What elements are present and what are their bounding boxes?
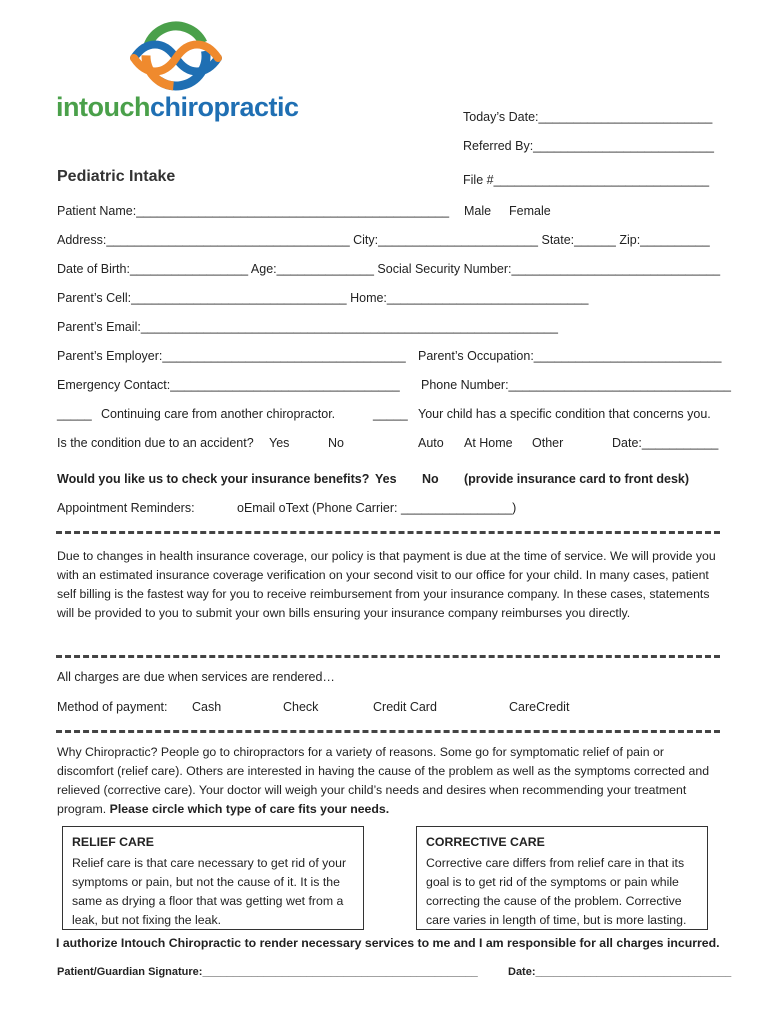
payment-policy-paragraph: Due to changes in health insurance coverage, our policy is that payment is due at the time of service. We will provide you with an estimated insurance coverage verification on your second visit to our office for your child. In many cases, patient self billing is the fastest way for you to receive reimbursement from your insurance company. In these cases, statements will be provided to you to submit your own bills ensuring your insurance company reimburses you directly. xyxy=(57,549,716,620)
payment-option-check[interactable]: Check xyxy=(283,700,319,714)
corrective-care-heading: CORRECTIVE CARE xyxy=(426,835,545,849)
continuing-care-blank[interactable]: _____ xyxy=(57,407,92,421)
specific-condition-label: Your child has a specific condition that concerns you. xyxy=(418,407,711,421)
payment-option-credit-card[interactable]: Credit Card xyxy=(373,700,437,714)
signature-date-field[interactable]: Date:________________________________ xyxy=(508,966,732,978)
section-divider xyxy=(56,655,720,658)
form-title: Pediatric Intake xyxy=(57,168,176,185)
parents-cell-row[interactable]: Parent’s Cell:_______________________________ Home:_____________________________ xyxy=(57,291,589,305)
phone-number-field[interactable]: Phone Number:________________________________ xyxy=(421,378,732,392)
charges-note: All charges are due when services are rendered… xyxy=(57,670,335,684)
accident-date-field[interactable]: Date:___________ xyxy=(612,436,719,450)
parents-occupation-field[interactable]: Parent’s Occupation:___________________________ xyxy=(418,349,722,363)
payment-option-carecredit[interactable]: CareCredit xyxy=(509,700,570,714)
accident-yes-option[interactable]: Yes xyxy=(269,436,290,450)
company-logo xyxy=(56,18,299,128)
logo-word-chiropractic: chiropractic xyxy=(149,92,299,122)
logo-wordmark xyxy=(56,92,299,123)
referred-by-field[interactable]: Referred By:__________________________ xyxy=(463,139,714,153)
insurance-no-option[interactable]: No xyxy=(422,472,439,486)
emergency-contact-field[interactable]: Emergency Contact:_________________________________ xyxy=(57,378,400,392)
relief-care-description: Relief care is that care necessary to get rid of your symptoms or pain, but not the cause of it. It is the same as drying a floor that was getting wet from a leak, but not fixing the leak. xyxy=(72,856,347,927)
why-chiropractic-instruction: Please circle which type of care fits your needs. xyxy=(109,802,390,816)
accident-auto-option[interactable]: Auto xyxy=(418,436,444,450)
why-chiropractic-text: Why Chiropractic? People go to chiropractors for a variety of reasons. Some go for symptomatic relief of pain or discomfort (relief care). Others are interested in having the cause of the problem as well as the symptoms corrected and relieved (corrective care). Your doctor will weigh your child’s needs and desires when recommending your treatment program. xyxy=(57,745,710,816)
signature-field[interactable]: Patient/Guardian Signature:_____________________________________________ xyxy=(57,966,478,978)
patient-name-field[interactable]: Patient Name:_____________________________________________ xyxy=(57,204,450,218)
infinity-logo-icon xyxy=(56,18,296,98)
date-of-birth-row[interactable]: Date of Birth:_________________ Age:______________ Social Security Number:______________________________ xyxy=(57,262,721,276)
appointment-reminders-label: Appointment Reminders: xyxy=(57,501,195,515)
parents-email-field[interactable]: Parent’s Email:____________________________________________________________ xyxy=(57,320,558,334)
appointment-reminders-options[interactable]: oEmail oText (Phone Carrier: ________________) xyxy=(237,501,517,515)
relief-care-heading: RELIEF CARE xyxy=(72,835,154,849)
gender-male-option[interactable]: Male xyxy=(464,204,492,218)
section-divider xyxy=(56,730,720,733)
gender-female-option[interactable]: Female xyxy=(509,204,551,218)
why-chiropractic-paragraph xyxy=(57,743,722,819)
parents-employer-field[interactable]: Parent’s Employer:___________________________________ xyxy=(57,349,406,363)
address-row[interactable]: Address:___________________________________ City:_______________________ State:______ Zip:__________ xyxy=(57,233,710,247)
corrective-care-box[interactable] xyxy=(416,826,708,930)
section-divider xyxy=(56,531,720,534)
corrective-care-description: Corrective care differs from relief care in that its goal is to get rid of the symptoms or pain while correcting the cause of the problem. Corrective care varies in length of time, but is more lasting. xyxy=(426,856,687,927)
todays-date-field[interactable]: Today’s Date:_________________________ xyxy=(463,110,713,124)
payment-method-label: Method of payment: xyxy=(57,700,168,714)
authorization-statement: I authorize Intouch Chiropractic to render necessary services to me and I am responsible for all charges incurred. xyxy=(56,936,720,950)
accident-question: Is the condition due to an accident? xyxy=(57,436,254,450)
file-number-field[interactable]: File #_______________________________ xyxy=(463,173,710,187)
insurance-note: (provide insurance card to front desk) xyxy=(464,472,690,486)
accident-other-option[interactable]: Other xyxy=(532,436,564,450)
continuing-care-label: Continuing care from another chiropractor. xyxy=(101,407,336,421)
logo-word-intouch: intouch xyxy=(56,92,150,122)
payment-option-cash[interactable]: Cash xyxy=(192,700,222,714)
insurance-question: Would you like us to check your insurance benefits? xyxy=(57,472,370,486)
insurance-yes-option[interactable]: Yes xyxy=(375,472,397,486)
relief-care-box[interactable] xyxy=(62,826,364,930)
specific-condition-blank[interactable]: _____ xyxy=(373,407,408,421)
accident-at-home-option[interactable]: At Home xyxy=(464,436,513,450)
accident-no-option[interactable]: No xyxy=(328,436,344,450)
